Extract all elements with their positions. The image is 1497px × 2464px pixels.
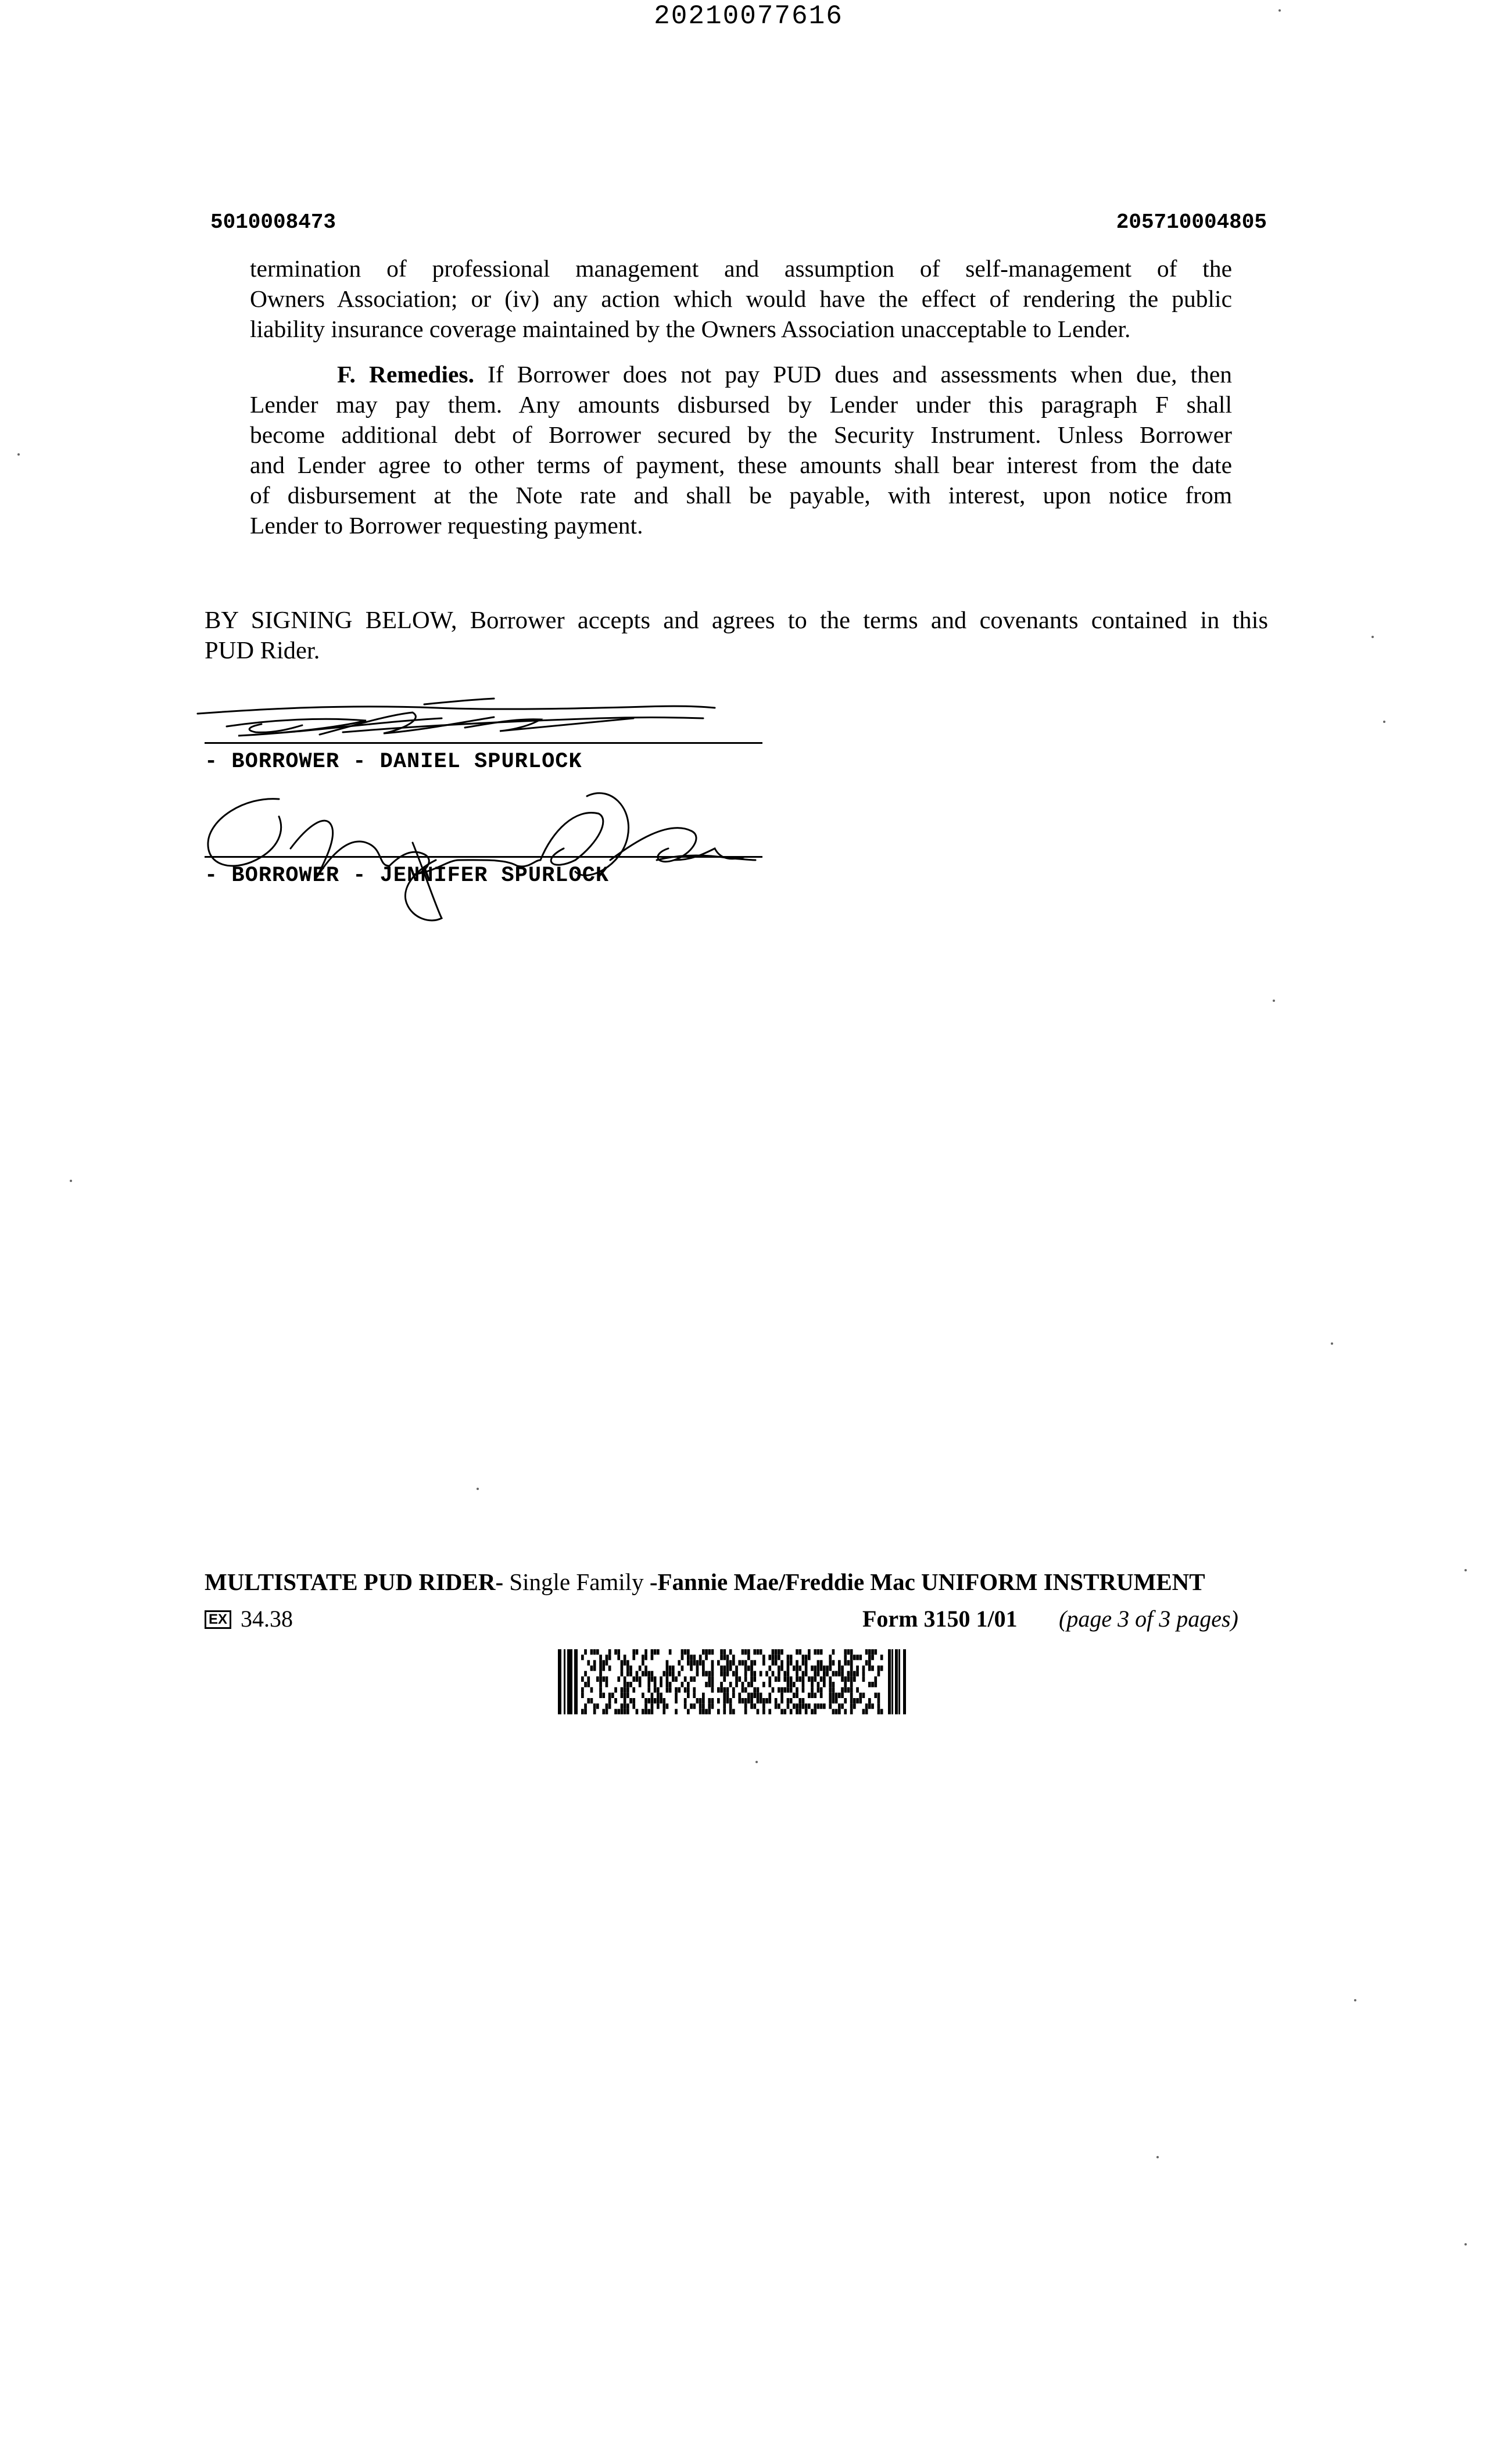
signature-line (205, 742, 762, 744)
text-line: Lender may pay them. Any amounts disbursed by Lender under this paragraph F shall (250, 391, 1232, 418)
text-line: and Lender agree to other terms of payment, these amounts shall bear interest from the date (250, 452, 1232, 478)
signature-daniel-spurlock (192, 692, 750, 755)
scan-speck (755, 1761, 758, 1763)
text-line: of disbursement at the Note rate and shall be payable, with interest, upon notice from (250, 482, 1232, 508)
form-title (205, 1568, 1205, 1596)
paragraph-remedies (250, 359, 1232, 540)
scan-speck (1354, 1999, 1356, 2001)
text-line: Owners Association; or (iv) any action which would have the effect of rendering the public (250, 285, 1232, 312)
form-number: Form 3150 1/01 (862, 1606, 1018, 1632)
loan-number-left: 5010008473 (210, 210, 336, 234)
remedies-heading: F. Remedies. (337, 361, 474, 388)
remedies-text: If Borrower does not pay PUD dues and assessments when due, then (474, 361, 1232, 388)
recording-number: 20210077616 (654, 1, 843, 31)
ex-logo-icon: EX (205, 1610, 231, 1629)
text-line: liability insurance coverage maintained by the Owners Association unacceptable to Lender. (250, 316, 1131, 342)
loan-number-right: 205710004805 (1116, 210, 1267, 234)
signing-statement (205, 606, 1268, 666)
scan-speck (1278, 9, 1281, 12)
form-code (205, 1605, 293, 1632)
form-code-number: 34.38 (241, 1606, 293, 1632)
scan-speck (1464, 1569, 1467, 1571)
page-indicator: (page 3 of 3 pages) (1059, 1606, 1238, 1632)
text-line: BY SIGNING BELOW, Borrower accepts and agrees to the terms and covenants contained in this (205, 607, 1268, 634)
scan-speck (1371, 636, 1374, 638)
scan-speck (1273, 1000, 1275, 1002)
scan-speck (1464, 2243, 1467, 2245)
text-line: Lender to Borrower requesting payment. (250, 512, 643, 539)
scan-speck (1383, 721, 1385, 723)
signature-line (205, 856, 762, 858)
form-title-part: MULTISTATE PUD RIDER- (205, 1568, 504, 1595)
text-line: become additional debt of Borrower secured by the Security Instrument. Unless Borrower (250, 421, 1232, 448)
scan-speck (17, 453, 20, 456)
scan-speck (1331, 1342, 1333, 1345)
text-line (250, 359, 1232, 389)
scan-speck (477, 1488, 479, 1490)
signature-jennifer-spurlock (192, 773, 761, 930)
text-line: PUD Rider. (205, 637, 320, 664)
barcode-icon (558, 1649, 907, 1714)
form-title-part: Single Family (503, 1568, 650, 1595)
form-title-part: -Fannie Mae/Freddie Mac UNIFORM INSTRUMENT (649, 1568, 1205, 1595)
text-line: termination of professional management and assumption of self-management of the (250, 255, 1232, 282)
scan-speck (70, 1180, 72, 1182)
signer-label-daniel: - BORROWER - DANIEL SPURLOCK (205, 750, 582, 774)
scan-speck (1156, 2156, 1159, 2158)
paragraph-continuation (250, 253, 1232, 344)
signer-label-jennifer: - BORROWER - JENNIFER SPURLOCK (205, 864, 610, 888)
